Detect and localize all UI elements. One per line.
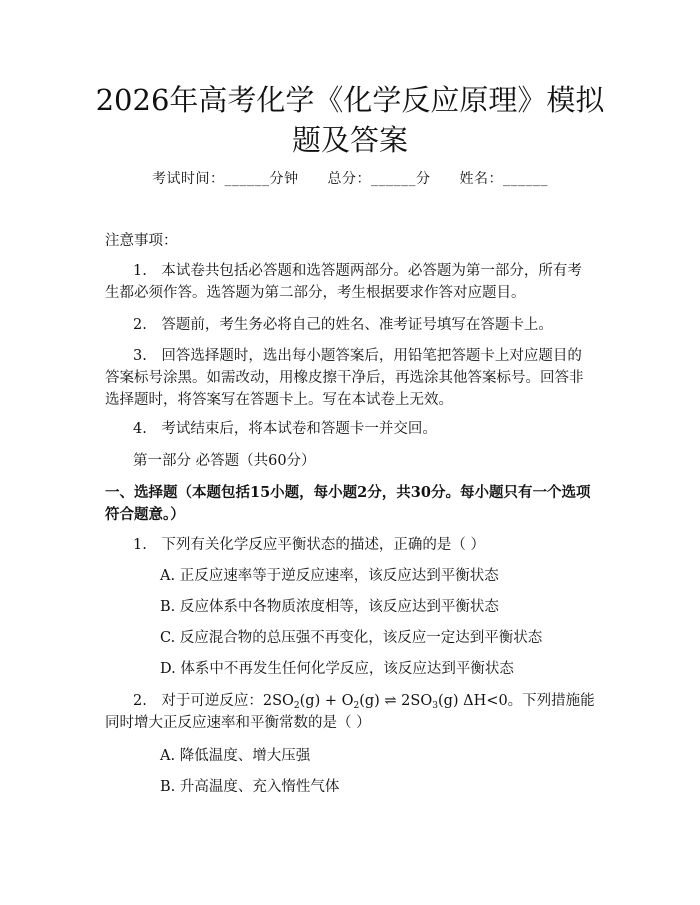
time-field: 考试时间：______分钟 [152, 171, 299, 187]
q2-option-b: B. 升高温度、充入惰性气体 [160, 779, 340, 795]
exam-meta [0, 168, 700, 188]
notice-title: 注意事项： [105, 233, 178, 249]
question-2: 2. 对于可逆反应：$2SO_2(g) + O_2(g)$ ⇌ $2SO_3(g)$ ΔH<0。下列措施能同时增大正反应速率和平衡常数的是（ ） [105, 693, 595, 731]
q2-option-a: A. 降低温度、增大压强 [160, 748, 311, 764]
q1-option-c: C. 反应混合物的总压强不再变化，该反应一定达到平衡状态 [160, 630, 543, 646]
score-field: 总分：______分 [327, 171, 431, 187]
part-one-heading: 第一部分 必答题（共60分） [133, 453, 316, 469]
section-heading: 一、选择题（本题包括15小题，每小题2分，共30分。每小题只有一个选项符合题意。） [105, 484, 591, 523]
notice-item-3: 3. 回答选择题时，选出每小题答案后，用铅笔把答题卡上对应题目的答案标号涂黑。如需改动，用橡皮擦干净后，再选涂其他答案标号。回答非选择题时，将答案写在答题卡上。写在本试卷上无效。 [105, 348, 584, 408]
notice-item-2: 2. 答题前，考生务必将自己的姓名、准考证号填写在答题卡上。 [133, 317, 553, 333]
question-1: 1. 下列有关化学反应平衡状态的描述，正确的是（ ） [133, 537, 485, 553]
notice-item-4: 4. 考试结束后，将本试卷和答题卡一并交回。 [133, 421, 437, 437]
page-title: 2026年高考化学《化学反应原理》模拟题及答案 [95, 83, 605, 157]
q1-option-a: A. 正反应速率等于逆反应速率，该反应达到平衡状态 [160, 568, 499, 584]
q1-option-d: D. 体系中不再发生任何化学反应，该反应达到平衡状态 [160, 661, 514, 677]
notice-item-1: 1. 本试卷共包括必答题和选答题两部分。必答题为第一部分，所有考生都必须作答。选答题为第二部分，考生根据要求作答对应题目。 [105, 263, 582, 301]
name-field: 姓名：______ [459, 171, 548, 187]
q1-option-b: B. 反应体系中各物质浓度相等，该反应达到平衡状态 [160, 599, 499, 615]
